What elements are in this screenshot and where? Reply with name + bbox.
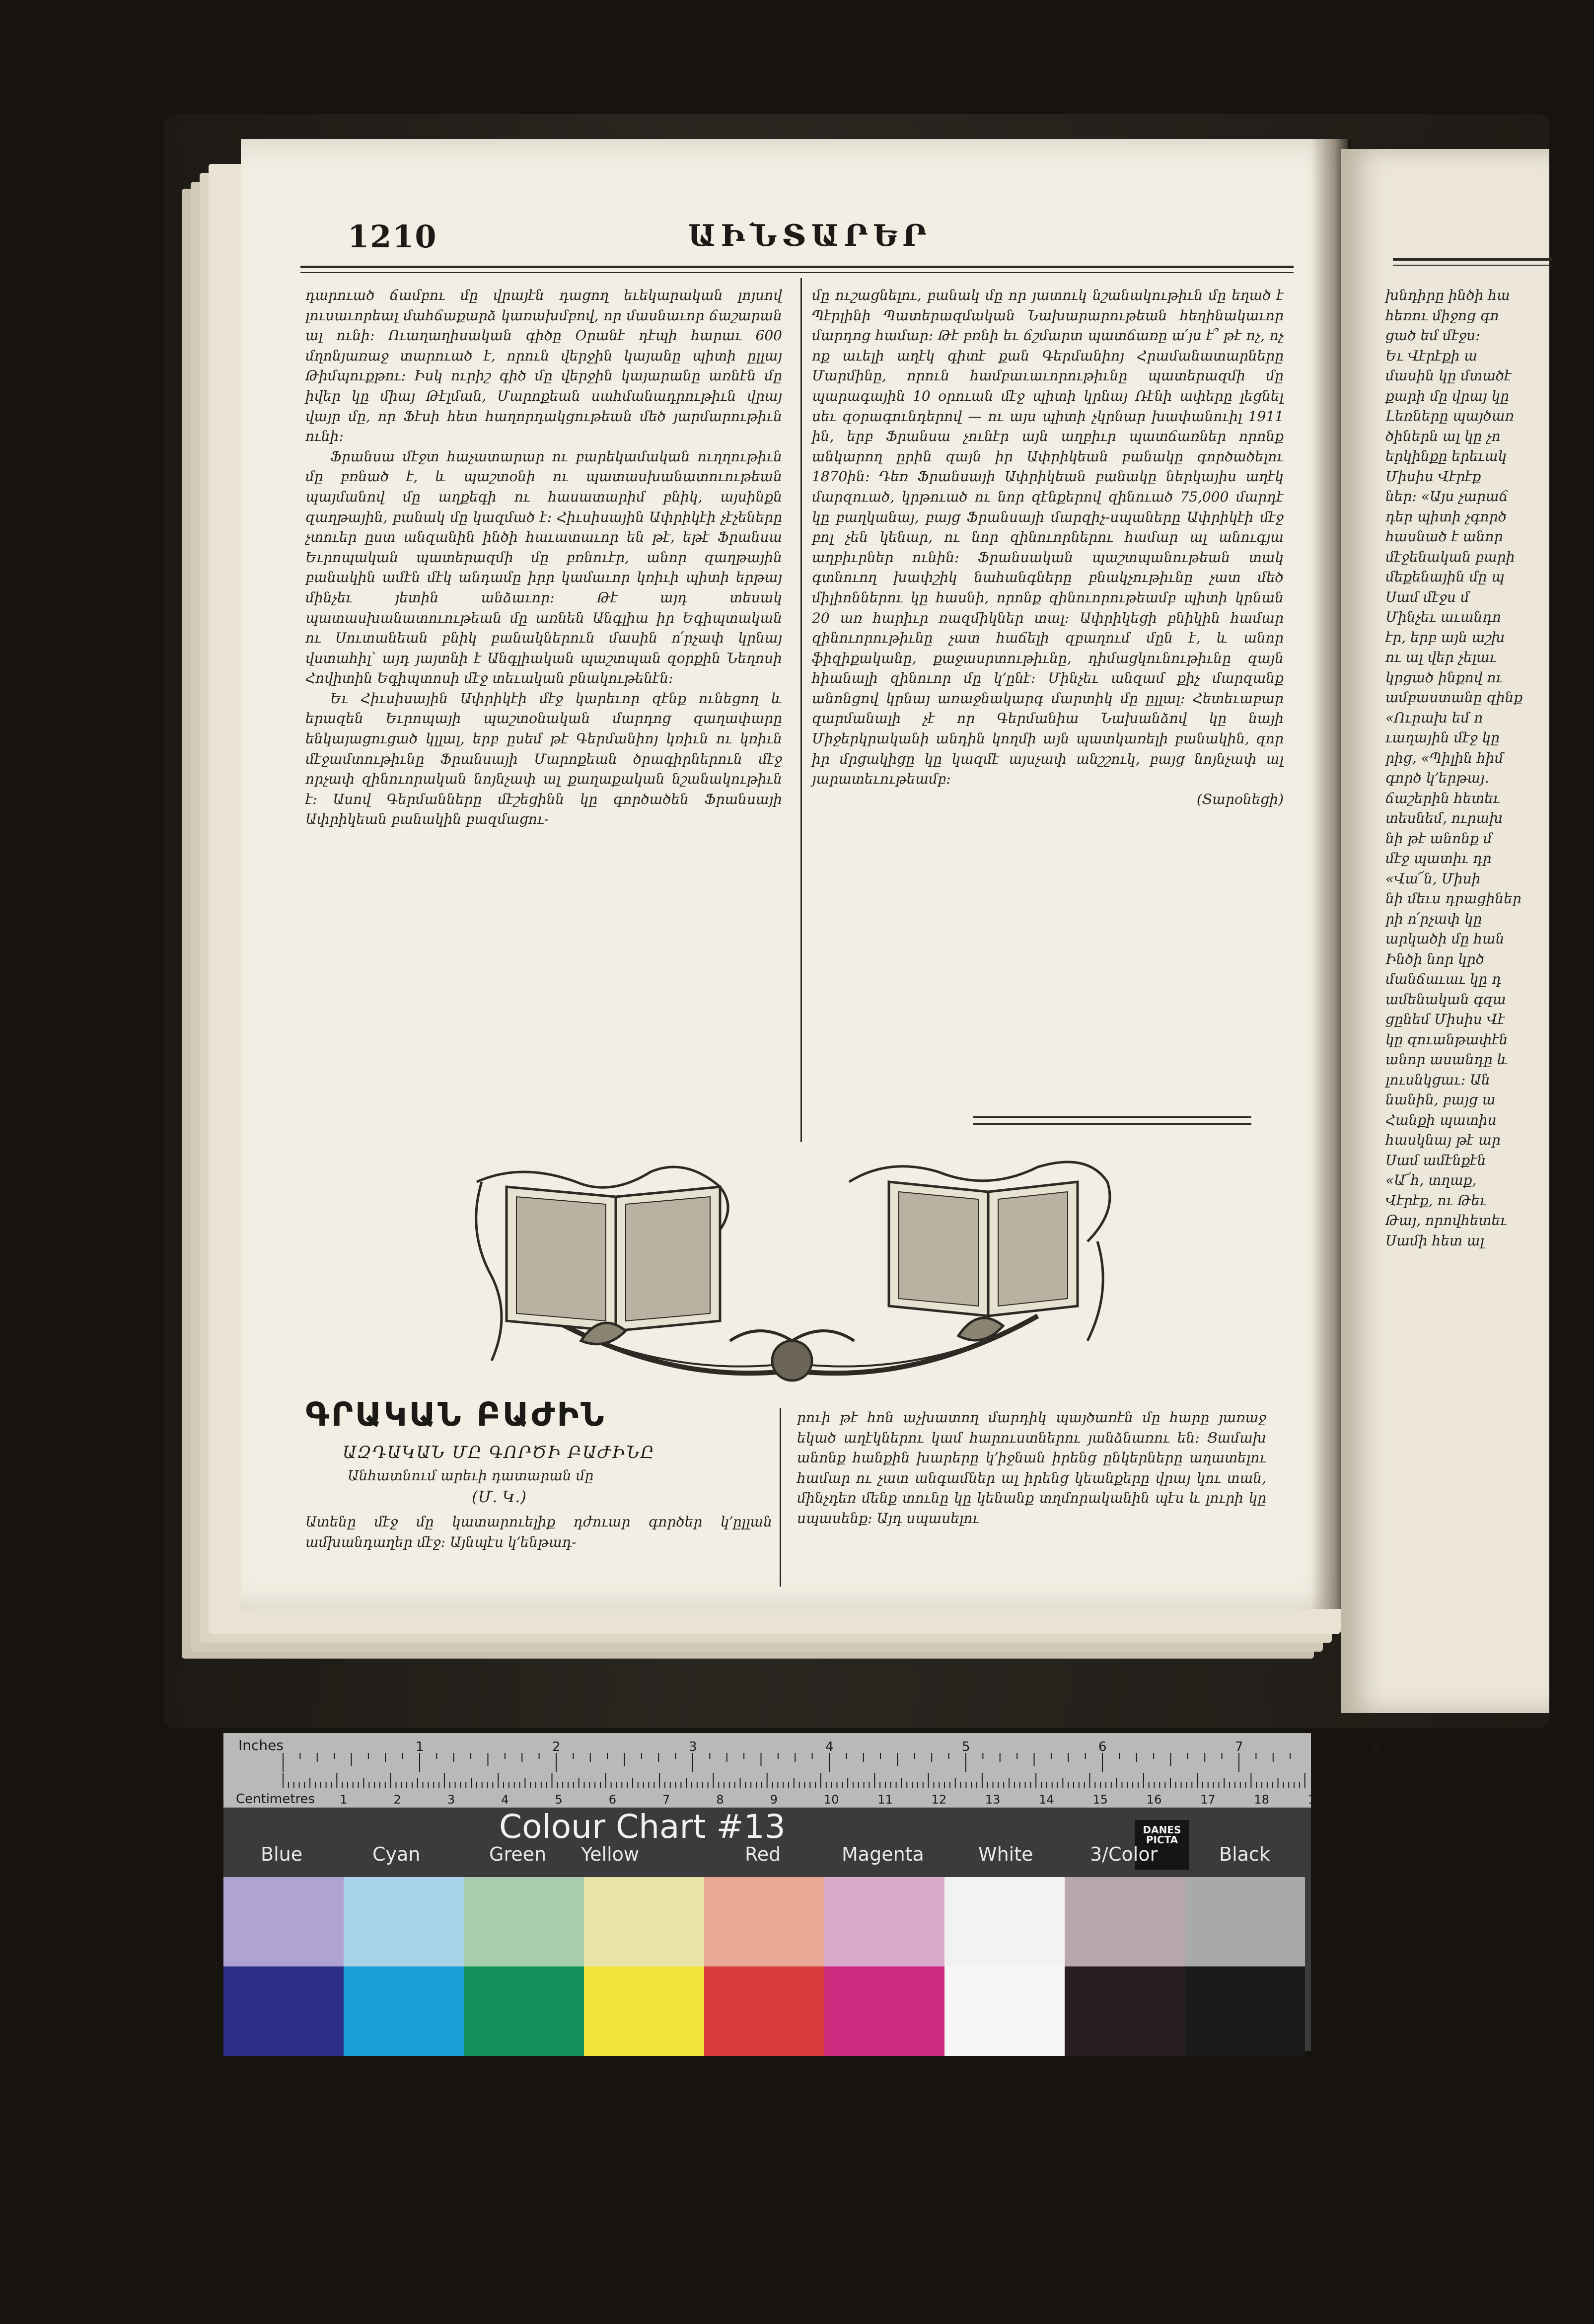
- swatch-label: Black: [1219, 1843, 1270, 1865]
- inch-tick-label: 2: [552, 1740, 561, 1754]
- cm-tick-label: 18: [1254, 1793, 1269, 1807]
- swatch-label: 3/Color: [1090, 1843, 1158, 1865]
- facing-line: հեռու միջոց գո: [1385, 307, 1499, 324]
- article-author: (Մ. Կ.): [472, 1487, 526, 1506]
- logo-line: DANES: [1143, 1824, 1181, 1836]
- facing-line: մէջ պատիւ դր: [1385, 850, 1492, 867]
- facing-line: նանին, բայց ա: [1385, 1091, 1496, 1108]
- facing-line: Միսիս Վէրէք: [1385, 468, 1481, 485]
- facing-line: էր, երբ այն աշխ: [1385, 629, 1505, 646]
- cm-tick-label: 3: [447, 1793, 455, 1807]
- facing-header-rule-thin: [1393, 265, 1552, 266]
- facing-line: ներ։ «Այս չարաճ: [1385, 488, 1508, 505]
- facing-line: քարի մը վրայ կը: [1385, 387, 1509, 404]
- section-column-divider: [780, 1408, 781, 1587]
- cm-tick-label: 17: [1200, 1793, 1216, 1807]
- swatch-label: White: [978, 1843, 1033, 1865]
- ruler-ticks: [223, 1733, 1380, 1808]
- header-rule: [300, 266, 1294, 268]
- swatch-dark: [1185, 1966, 1305, 2056]
- facing-line: տեսնեմ, ուրախ: [1385, 810, 1503, 826]
- facing-line: կը զուանթափէն: [1385, 1031, 1508, 1048]
- swatch-dark: [1065, 1966, 1185, 2056]
- section-title: ԳՐԱԿԱՆ ԲԱԺԻՆ: [305, 1395, 606, 1434]
- facing-line: Հանքի պատիս: [1385, 1111, 1497, 1128]
- colour-chart: [223, 1733, 1380, 2051]
- swatch-label: Yellow: [581, 1843, 639, 1865]
- facing-line: Թայ, որովհետեւ: [1385, 1212, 1507, 1229]
- right-column: [812, 286, 1284, 809]
- page-number: 1210: [348, 218, 437, 255]
- swatch-dark: [584, 1966, 704, 2056]
- inch-tick-label: 3: [689, 1740, 697, 1754]
- facing-line: րից, «Պիլին հիմ: [1385, 749, 1504, 766]
- article-end-rule-2: [973, 1123, 1251, 1125]
- facing-line: մանճաւաւ կը դ: [1385, 971, 1502, 987]
- signature: (Տարօնեցի): [1196, 791, 1284, 807]
- cm-tick-label: 11: [877, 1793, 893, 1807]
- facing-header-rule: [1393, 258, 1552, 261]
- facing-line: արկածի մը հան: [1385, 931, 1505, 947]
- swatch-label: Magenta: [842, 1843, 924, 1865]
- facing-line: «Ուրախ եմ ո: [1385, 709, 1483, 726]
- facing-line: ծիներն ալ կը չո: [1385, 428, 1501, 444]
- facing-line: կրցած ինքով ու: [1385, 669, 1503, 686]
- cm-tick-label: 19: [1307, 1793, 1323, 1807]
- paragraph: րուի թէ հոն աչխատող մարդիկ պայծառէն մը հարը յառաջ եկած աղէկներու կամ հարուստներու յանձնառու են։ Ցամախ անոնք հանքին խարերը կ՚իջնան իրենց ընկերները աղատելու համար ու չատ անգամներ ալ իրենց կեանքերը վրայ կու տան, մինչդեռ մենք տունը կը կենանք տղմորականին պէս և լուրի կը սպասենք։ Այդ սպասելու: [797, 1409, 1266, 1526]
- cm-tick-label: 5: [555, 1793, 563, 1807]
- cm-tick-label: 15: [1092, 1793, 1108, 1807]
- swatch-light: [344, 1877, 464, 1966]
- facing-line: Մինչեւ աւանդո: [1385, 609, 1502, 625]
- facing-line: խնդիրը ինծի հա: [1385, 287, 1510, 303]
- swatch-label: Red: [745, 1843, 781, 1865]
- logo-line: PICTA: [1146, 1834, 1178, 1846]
- facing-line: գործ կ՚երթայ.: [1385, 770, 1489, 786]
- facing-line: մէջենական բարի: [1385, 548, 1515, 565]
- facing-line: ճաշերին հետեւ: [1385, 790, 1500, 806]
- section-left-column: [305, 1512, 772, 1552]
- swatch-light: [944, 1877, 1065, 1966]
- paragraph: Եւ Հիւսիսային Ափրիկէի մէջ կարեւոր զէնք ունեցող և երազեն Եւրոպայի պաշտօնական մարդոց զաղափարը ենկայացուցած կլլալ, երբ ըսեմ թէ Գերմանիոյ կռիւն ու կռիւն մէջամտութիւնը Ֆրանսայի Մարոքեան ծրագիրներուն մէջ որչափ զինուորական նոյնչափ ալ քաղաքական նշանակութիւն է։ Ասով Գերմանները մէշեցինն կը գործածեն Ֆրանսայի Ափրիկեան բանակին բազմացու-: [305, 690, 782, 828]
- inch-tick-label: 6: [1098, 1740, 1107, 1754]
- facing-line: նի թէ անոնք մ: [1385, 830, 1492, 847]
- facing-line: «Վա՜ն, Միսի: [1385, 870, 1481, 887]
- inch-tick-label: 1: [416, 1740, 424, 1754]
- open-books-ornament: [462, 1152, 1122, 1385]
- facing-line: ցընեմ Միսիս Վէ: [1385, 1011, 1505, 1027]
- facing-line: հասկնայ թէ ար: [1385, 1132, 1501, 1148]
- facing-line: Սամի հետ ալ: [1385, 1232, 1485, 1249]
- swatch-light: [1185, 1877, 1305, 1966]
- facing-line: Սամ մէջս մ: [1385, 588, 1469, 605]
- facing-line: Լեռները պայծառ: [1385, 408, 1514, 424]
- inch-tick-label: 8: [1372, 1740, 1380, 1754]
- swatch-dark: [944, 1966, 1065, 2056]
- cm-tick-label: 9: [770, 1793, 778, 1807]
- facing-page-column: [1385, 286, 1594, 1251]
- cm-tick-label: 13: [985, 1793, 1001, 1807]
- column-divider: [800, 278, 802, 1142]
- paragraph: դարուած ճամբու մը վրայէն դացող եւեկարական լոյսով լուսաւորեալ մահճաքարձ կառախմբով, որ մասնաւոր ճաշարան ալ ունի։ Ուաղաղիսական գիծը Օրանէ դէպի հարաւ 600 մղոնյառաջ տարուած է, որուն վերջին կայանը պիտի ըլլայ Թիմպուքթու։ Իսկ ուրիշ գիծ մը վերջին կայարանը առնէն մը իվեր կը միայ Թէլման, Մարոքեան սահմանադրութիւն վրայ վայր մը, որ Ֆէսի հետ հաղորդակցութեան մեծ յարմարութիւն ունի։: [305, 287, 782, 445]
- cm-tick-label: 14: [1039, 1793, 1054, 1807]
- facing-line: նի մեւս դրացիներ: [1385, 890, 1522, 907]
- section-right-column: [797, 1408, 1266, 1529]
- facing-line: հասնած է անոր: [1385, 528, 1503, 545]
- cm-tick-label: 6: [608, 1793, 617, 1807]
- cm-tick-label: 7: [662, 1793, 670, 1807]
- facing-line: մեքենային մը պ: [1385, 569, 1505, 585]
- swatch-dark: [824, 1966, 944, 2056]
- facing-line: ցած եմ մէջս։: [1385, 327, 1480, 344]
- facing-line: երկինքը երեւակ: [1385, 448, 1507, 464]
- paragraph: Ատենը մէջ մը կատարուելիք դժուար գործեր կ՚ըլլան ամխանդաղեր մէջ։ Այնպէս կ՚ենթադ-: [305, 1514, 772, 1550]
- swatch-label: Cyan: [372, 1843, 421, 1865]
- inch-tick-label: 5: [962, 1740, 970, 1754]
- article-end-rule: [973, 1116, 1251, 1118]
- swatch-light: [1065, 1877, 1185, 1966]
- swatch-light: [223, 1877, 344, 1966]
- inch-tick-label: 7: [1235, 1740, 1243, 1754]
- cm-tick-label: 4: [501, 1793, 509, 1807]
- swatch-dark: [464, 1966, 584, 2056]
- facing-line: դեր պիտի չգործ: [1385, 508, 1507, 525]
- facing-line: Եւ Վէրէքի ա: [1385, 347, 1478, 364]
- chart-title: Colour Chart #13: [499, 1808, 786, 1846]
- header-rule-thin: [300, 272, 1294, 273]
- facing-line: ամենական գզա: [1385, 991, 1506, 1008]
- inch-tick-label: 4: [825, 1740, 834, 1754]
- centimetres-label: Centimetres: [236, 1792, 315, 1807]
- swatch-dark: [704, 1966, 824, 2056]
- swatch-label: Blue: [261, 1843, 303, 1865]
- paragraph: մը ուշացնելու, բանակ մը որ յատուկ նշանակութիւն մը եղած է Պէրլինի Պատերազմական Նախարարութեան հեղինակաւոր մարդոց համար։ Թէ բռնի եւ ճշմարտ պատճառը ա՛յս է՞ թէ ոչ, ոչ ոք աւելի աղէկ գիտէ քան Գերմանիոյ Հրամանատարները Մարմինը, որուն համբաւաւորութիւնը պատերազմի մը պարագային 10 օրուան մէջ պիտի կրնայ Ռէնի ափերը լեցնել սեւ զօրագունդերով — ու այս պիտի չկրնար խափանուիլ 1911 ին, երբ Ֆրանսա չունէր այն աղբիւր պատճառներ որոնք անկարող ըրին զայն իր Ափրիկեան բանակը գործածելու 1870ին։ Դեռ Ֆրանսայի Ափրիկեան բանակը ներկայիս աղէկ մարզուած, կրթուած ու նոր զէնքերով զինուած 75,000 մարդէ կը բաղկանայ, բայց Ֆրանսայի մարզիչ-սպաները Ափրիկէի մէջ բոլ չեն կենար, ու նոր զինուորներու համար ալ անուգյա աղբիւրներ ունին։ Ֆրանսական պաշտպանութեան տակ գտնուող խափշիկ նահանգները բնակչութիւնը չատ մեծ միլիոններու կը հասնի, որոնք զինուորութեամբ պիտի կրնան 20 առ հարիւր ռազմիկներ տալ։ Ափրիկեցի բնիկին համար զինուորութիւնը չատ հաճելի զբաղում մըն է, և անոր ֆիզիքականը, քաջասրտութիւնը, դիմացկունութիւնը զայն հիանալի զինուոր մը կ՚ընէ։ Մինչեւ անզամ քիչ մարզանք անոնցով կրնայ առաջնակարգ մարտիկ մը ըլլալ։ Հետեւաբար զարմանալի չէ որ Գերմանիա Նախանձով կը նայի Միջերկրականի անդին կողմի այն պատկառելի բանակին, զոր իր մրցակիցը կը կազմէ այսչափ անշշուկ, բայց նոյնչափ ալ յարատեւութեամբ։: [812, 287, 1284, 788]
- left-column: [305, 286, 782, 830]
- cm-tick-label: 2: [393, 1793, 401, 1807]
- running-head: ԱԻՆՏԱՐԵՐ: [688, 218, 932, 253]
- swatch-light: [584, 1877, 704, 1966]
- article-title: ԱԶԴԱԿԱՆ ՄԸ ԳՈՐԾԻ ԲԱԺԻՆԸ: [343, 1443, 655, 1462]
- swatch-light: [824, 1877, 944, 1966]
- swatch-label: Green: [489, 1843, 547, 1865]
- swatch-dark: [223, 1966, 344, 2056]
- cm-tick-label: 12: [931, 1793, 947, 1807]
- facing-line: րի ո՛րչափ կը: [1385, 910, 1482, 927]
- paragraph: Ֆրանսա մէջտ հաչատարար ու բարեկամական ուղղութիւն մը բռնած է, և պաշտօնի ու պատասխանատուութեան պայմանով մը աղքեգի ու հասատարիմ բնիկ, այսինքն զաղթային, բանակ մը կազմած է։ Հիւսիսային Ափրիկէի չէչեները չտուեր ըստ անզանին ինծի հաւատաւոր են թէ, եթէ Ֆրանսա Եւրոպական պատերազմի մը բռնուէր, անոր զաղթային բանակին ամէն մէկ անդամը իրր կամաւոր կռիւի պիտի երթայ մինչեւ յետին անձաւոր։ Թէ այդ տեսակ պատասխանատուութեան մը առնեն Անգլիա իր Եգիպտական ու Սուտանեան բնիկ բանակներուն մասին ո՛րչափ կրնայ վստահիլ՝ այդ յայտնի է Անգլիական պաշտպան զօրքին Նեղոսի Հովիտին Եգիպտոսի մէջ տեւական բնակութենէն։: [305, 448, 782, 687]
- ruler: [223, 1733, 1380, 1808]
- cm-tick-label: 1: [340, 1793, 348, 1807]
- cm-tick-label: 10: [824, 1793, 839, 1807]
- facing-line: Սամ ամէնքէն: [1385, 1152, 1486, 1168]
- facing-line: Ինծի նոր կրծ: [1385, 950, 1485, 967]
- facing-line: Վէրէք, ու Թեւ: [1385, 1192, 1487, 1209]
- facing-line: «Ա՜հ, տղաք,: [1385, 1172, 1477, 1188]
- cm-tick-label: 8: [716, 1793, 724, 1807]
- facing-line: ու ալ վեր չելաւ: [1385, 649, 1497, 665]
- swatch-light: [464, 1877, 584, 1966]
- inches-label: Inches: [238, 1737, 284, 1753]
- swatch-dark: [344, 1966, 464, 2056]
- facing-line: մասին կը մտածէ: [1385, 367, 1512, 384]
- facing-line: ւաղային մէջ կը: [1385, 729, 1500, 746]
- cm-tick-label: 16: [1146, 1793, 1162, 1807]
- swatch-light: [704, 1877, 824, 1966]
- facing-line: լուսնկցաւ։ Ան: [1385, 1071, 1490, 1088]
- facing-line: անոր ասանդը և: [1385, 1051, 1508, 1068]
- article-subtitle: Անհատնում արեւի դատարան մը: [348, 1467, 594, 1484]
- facing-line: ամբաստանը զինք: [1385, 689, 1523, 706]
